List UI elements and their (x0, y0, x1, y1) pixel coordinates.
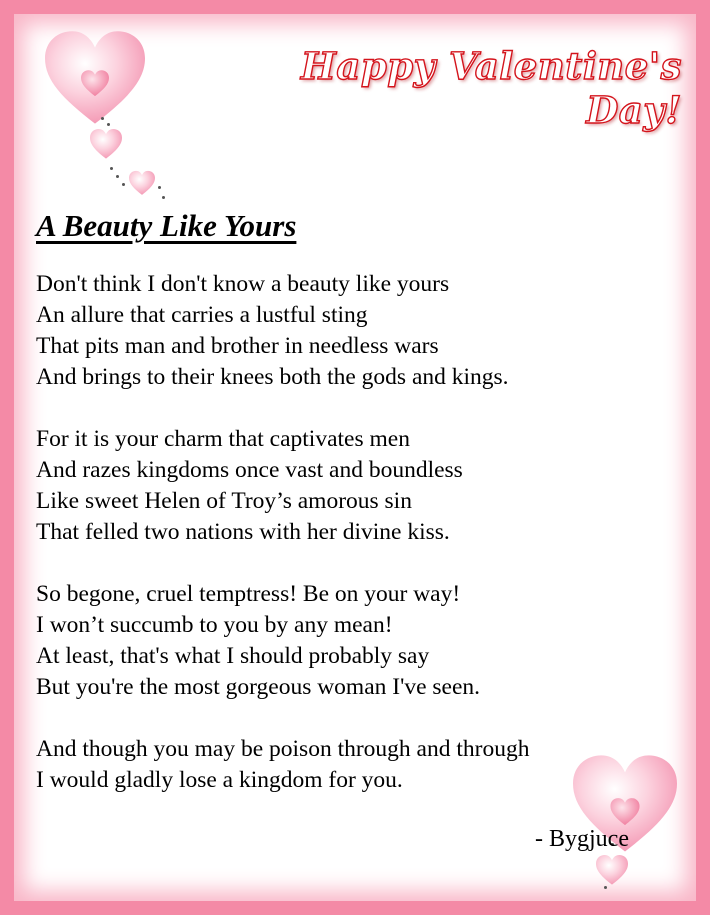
poem-line: I won’t succumb to you by any mean! (36, 612, 393, 638)
poem-line: And though you may be poison through and through (36, 736, 530, 762)
stanza (36, 269, 509, 393)
sparkle-dot (101, 117, 104, 120)
sparkle-dot (107, 123, 110, 126)
poem-line: Like sweet Helen of Troy’s amorous sin (36, 488, 412, 514)
small-heart-icon (594, 854, 630, 886)
sparkle-dot (604, 886, 607, 889)
sparkle-dot (110, 167, 113, 170)
sparkle-dot (158, 186, 161, 189)
poem-line: And brings to their knees both the gods and kings. (36, 364, 509, 390)
stanza (36, 734, 529, 796)
sparkle-dot (116, 175, 119, 178)
poem-line: Don't think I don't know a beauty like yours (36, 271, 450, 297)
signature: - Bygjuce (535, 826, 629, 852)
sparkle-dot (122, 183, 125, 186)
small-heart-icon (127, 170, 157, 196)
stanza (36, 579, 480, 703)
header-title: Happy Valentine's Day! (300, 44, 682, 132)
small-heart-icon (88, 128, 124, 160)
poem-line: That felled two nations with her divine kiss. (36, 519, 450, 545)
poem-line: But you're the most gorgeous woman I've seen. (36, 674, 481, 700)
poem-line: I would gladly lose a kingdom for you. (36, 767, 403, 793)
poem-line: An allure that carries a lustful sting (36, 302, 368, 328)
sparkle-dot (162, 196, 165, 199)
poem-line: At least, that's what I should probably say (36, 643, 430, 669)
poem-line: And razes kingdoms once vast and boundless (36, 457, 463, 483)
large-heart-icon (36, 28, 154, 128)
poem-title: A Beauty Like Yours (36, 208, 297, 243)
poem-line: For it is your charm that captivates men (36, 426, 410, 452)
stanza (36, 424, 463, 548)
poem-line: So begone, cruel temptress! Be on your way! (36, 581, 461, 607)
poem-line: That pits man and brother in needless wars (36, 333, 439, 359)
